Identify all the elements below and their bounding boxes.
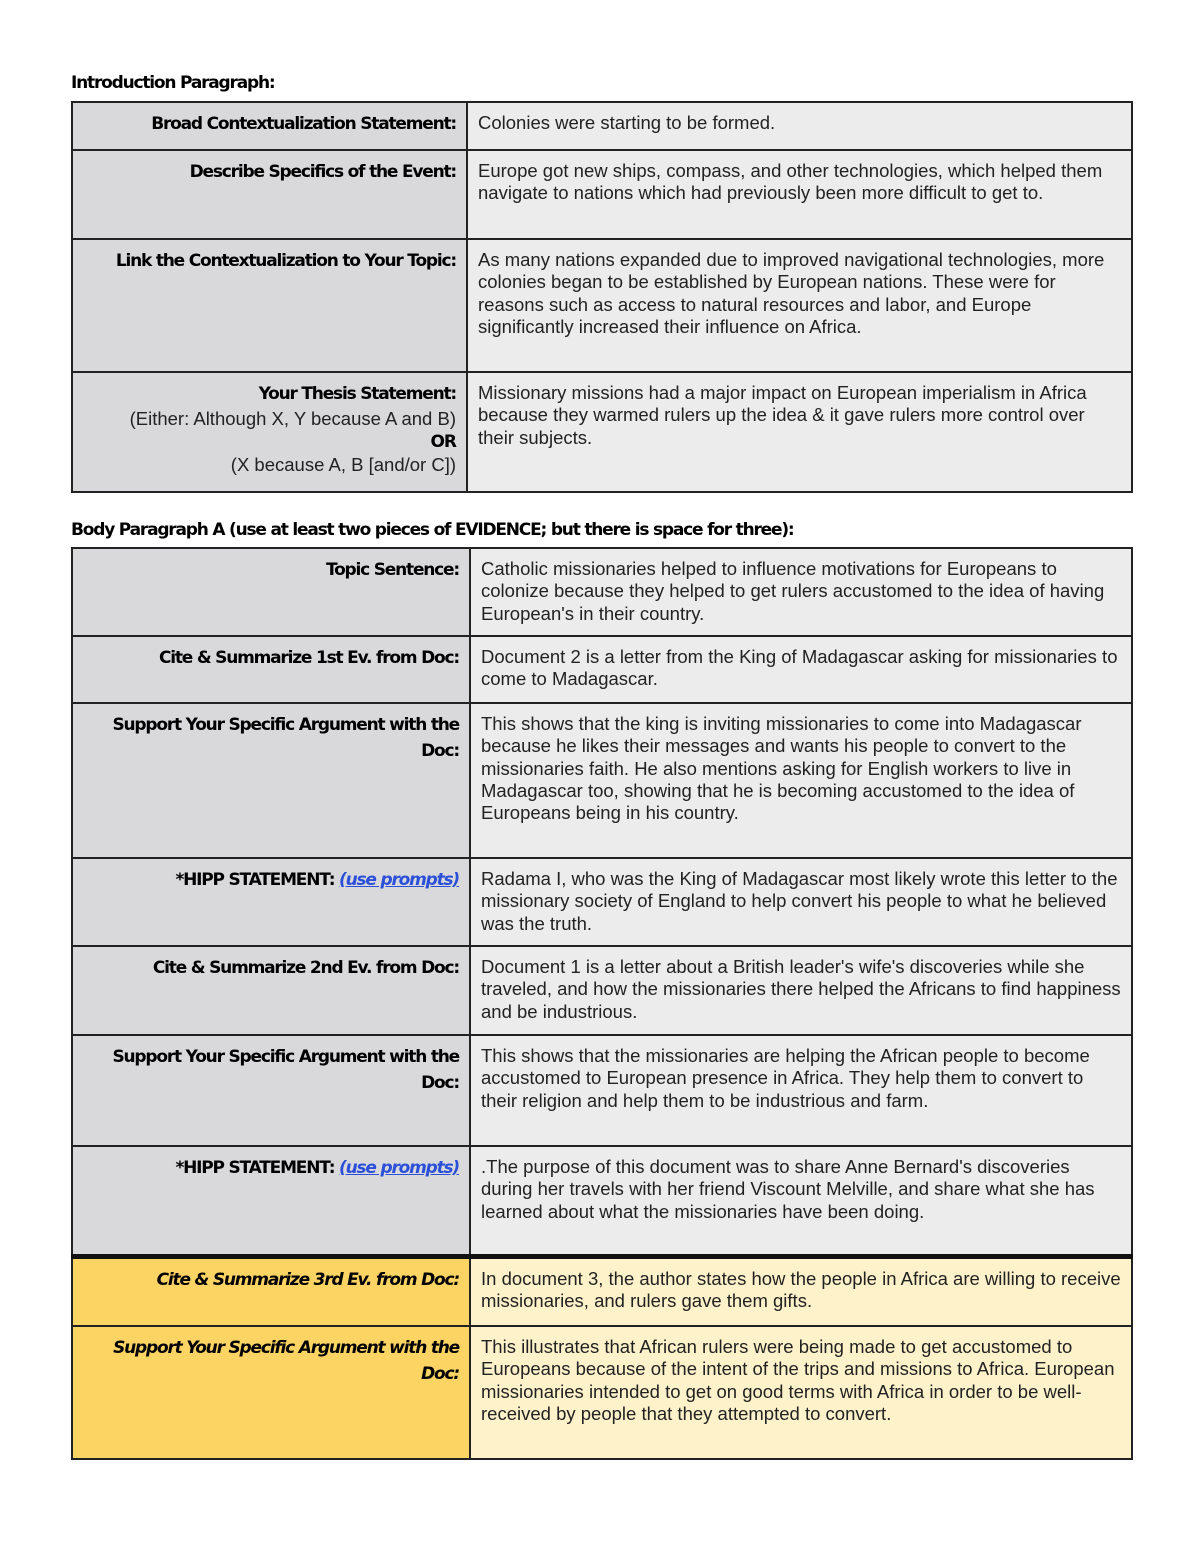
thesis-option-1: (Either: Although X, Y because A and B) xyxy=(129,408,456,429)
table-row xyxy=(72,548,1132,636)
hipp-1-prompts-link[interactable]: (use prompts) xyxy=(339,870,459,890)
body-a-section-title: Body Paragraph A (use at least two pieces of EVIDENCE; but there is space for three): xyxy=(71,520,794,540)
evidence-1-label: Cite & Summarize 1st Ev. from Doc: xyxy=(72,636,470,703)
link-context-answer[interactable]: As many nations expanded due to improved navigational technologies, more colonies began to be established by European nations. These were for reasons such as access to natural resources and labor, and Europe significantly increased their influence on Africa. xyxy=(467,239,1132,372)
topic-sentence-label: Topic Sentence: xyxy=(72,548,470,636)
table-row xyxy=(72,372,1132,492)
support-2-label: Support Your Specific Argument with the Doc: xyxy=(72,1035,470,1146)
hipp-2-prompts-link[interactable]: (use prompts) xyxy=(339,1158,459,1178)
support-1-answer[interactable]: This shows that the king is inviting missionaries to come into Madagascar because he likes their messages and wants his people to convert to the missionaries faith. He also mentions asking for English workers to live in Madagascar too, showing that he is becoming accustomed to the idea of Europeans being in his country. xyxy=(470,703,1132,858)
table-row xyxy=(72,1146,1132,1256)
table-row xyxy=(72,703,1132,858)
topic-sentence-answer[interactable]: Catholic missionaries helped to influence motivations for Europeans to colonize because they helped to get rulers accustomed to the idea of having European's in their country. xyxy=(470,548,1132,636)
intro-table xyxy=(71,101,1133,493)
table-row xyxy=(72,636,1132,703)
intro-section-title: Introduction Paragraph: xyxy=(71,73,275,93)
thesis-answer[interactable]: Missionary missions had a major impact on European imperialism in Africa because they warmed rulers up the idea & it gave rulers more control over their subjects. xyxy=(467,372,1132,492)
event-specifics-label: Describe Specifics of the Event: xyxy=(72,150,467,239)
hipp-1-label: *HIPP STATEMENT: xyxy=(175,870,335,890)
hipp-1-answer[interactable]: Radama I, who was the King of Madagascar most likely wrote this letter to the missionary society of England to help convert his people to what he believed was the truth. xyxy=(470,858,1132,946)
table-row xyxy=(72,1326,1132,1459)
thesis-label-cell xyxy=(72,372,467,492)
table-row xyxy=(72,150,1132,239)
thesis-option-2: (X because A, B [and/or C]) xyxy=(230,454,456,475)
link-context-label: Link the Contextualization to Your Topic: xyxy=(72,239,467,372)
evidence-3-label: Cite & Summarize 3rd Ev. from Doc: xyxy=(72,1256,470,1326)
body-a-table xyxy=(71,547,1133,1460)
hipp-1-label-cell xyxy=(72,858,470,946)
evidence-2-label: Cite & Summarize 2nd Ev. from Doc: xyxy=(72,946,470,1035)
table-row xyxy=(72,1256,1132,1326)
event-specifics-answer[interactable]: Europe got new ships, compass, and other technologies, which helped them navigate to nations which had previously been more difficult to get to. xyxy=(467,150,1132,239)
support-1-label: Support Your Specific Argument with the Doc: xyxy=(72,703,470,858)
hipp-2-label: *HIPP STATEMENT: xyxy=(175,1158,335,1178)
broad-context-label: Broad Contextualization Statement: xyxy=(72,102,467,150)
table-row xyxy=(72,946,1132,1035)
hipp-2-label-cell xyxy=(72,1146,470,1256)
thesis-label: Your Thesis Statement: xyxy=(258,384,456,404)
evidence-2-answer[interactable]: Document 1 is a letter about a British leader's wife's discoveries while she traveled, and how the missionaries there helped the Africans to find happiness and be industrious. xyxy=(470,946,1132,1035)
table-row xyxy=(72,239,1132,372)
support-3-answer[interactable]: This illustrates that African rulers were being made to get accustomed to Europeans because of the intent of the trips and missions to Africa. European missionaries intended to get on good terms with Africa in order to be well-received by people that they attempted to convert. xyxy=(470,1326,1132,1459)
table-row xyxy=(72,102,1132,150)
hipp-2-answer[interactable]: .The purpose of this document was to share Anne Bernard's discoveries during her travels with her friend Viscount Melville, and share what she has learned about what the missionaries have been doing. xyxy=(470,1146,1132,1256)
evidence-1-answer[interactable]: Document 2 is a letter from the King of Madagascar asking for missionaries to come to Madagascar. xyxy=(470,636,1132,703)
broad-context-answer[interactable]: Colonies were starting to be formed. xyxy=(467,102,1132,150)
support-2-answer[interactable]: This shows that the missionaries are helping the African people to become accustomed to European presence in Africa. They help them to convert to their religion and help them to be industrious and farm. xyxy=(470,1035,1132,1146)
table-row xyxy=(72,858,1132,946)
table-row xyxy=(72,1035,1132,1146)
evidence-3-answer[interactable]: In document 3, the author states how the people in Africa are willing to receive missionaries, and rulers gave them gifts. xyxy=(470,1256,1132,1326)
thesis-or: OR xyxy=(430,432,456,452)
support-3-label: Support Your Specific Argument with the Doc: xyxy=(72,1326,470,1459)
